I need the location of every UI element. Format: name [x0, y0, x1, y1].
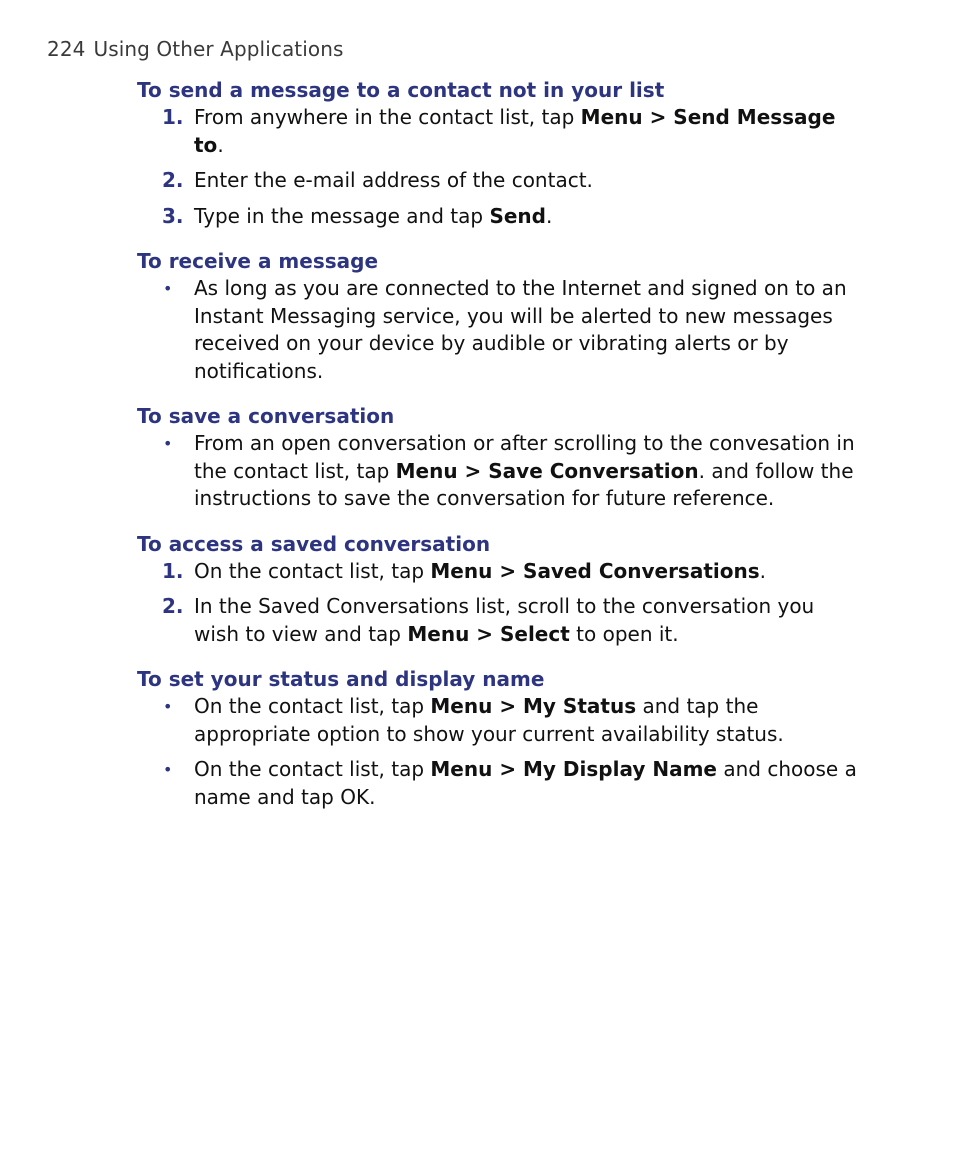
- item-command: Menu > Save Conversation: [395, 458, 699, 483]
- step-number: 1.: [162, 105, 184, 129]
- list-item: [137, 693, 857, 748]
- bullet-list: [137, 693, 857, 811]
- item-text: .: [545, 203, 553, 228]
- list-item: [137, 104, 857, 159]
- item-text: From an open conversation or after scrolling to the convesation in the contact list, tap: [194, 431, 855, 483]
- item-text: . and follow the instructions to save the conversation for future reference.: [194, 458, 854, 510]
- bullet-icon: •: [163, 279, 173, 298]
- item-text: As long as you are connected to the Internet and signed on to an Instant Messaging service, you will be alerted to new messages received on your device by audible or vibrating alerts or by notifications.: [194, 276, 847, 383]
- section-send-message: [137, 76, 857, 230]
- steps-list: [137, 104, 857, 230]
- bullet-list: [137, 275, 857, 385]
- list-item: [137, 756, 857, 811]
- section-title: To save a conversation: [137, 404, 395, 428]
- item-command: Menu > Send Message to: [194, 105, 836, 157]
- item-text: .: [217, 132, 224, 157]
- item-text: From anywhere in the contact list, tap: [194, 105, 581, 129]
- item-command: Send: [489, 203, 546, 228]
- list-item: [137, 167, 857, 195]
- list-item: [137, 430, 857, 513]
- item-text: On the contact list, tap: [194, 694, 431, 718]
- chapter-title: Using Other Applications: [93, 37, 344, 61]
- page-content: [137, 76, 857, 828]
- section-access-saved-conversation: [137, 530, 857, 649]
- list-item: [137, 275, 857, 385]
- bullet-icon: •: [163, 434, 173, 453]
- section-status-display-name: [137, 665, 857, 811]
- item-command: Menu > My Status: [430, 694, 637, 718]
- step-number: 2.: [162, 594, 184, 618]
- item-text: Enter the e-mail address of the contact.: [194, 168, 593, 192]
- item-text: Type in the message and tap: [194, 203, 490, 228]
- bullet-icon: •: [163, 697, 173, 716]
- list-item: [137, 558, 857, 586]
- section-title: To send a message to a contact not in your list: [137, 78, 665, 102]
- page-header: [47, 37, 344, 61]
- item-text: to open it.: [569, 621, 679, 646]
- list-item: [137, 593, 857, 648]
- list-item: [137, 203, 857, 231]
- item-command: Menu > Saved Conversations: [430, 558, 760, 583]
- section-save-conversation: [137, 402, 857, 513]
- section-title: To access a saved conversation: [137, 531, 491, 556]
- item-text: .: [759, 558, 766, 583]
- section-title: To receive a message: [137, 249, 379, 273]
- item-command: Menu > Select: [407, 621, 570, 646]
- item-text: and tap the appropriate option to show your current availability status.: [194, 694, 784, 746]
- section-title: To set your status and display name: [137, 667, 545, 691]
- step-number: 2.: [162, 168, 184, 192]
- page-number: 224: [47, 37, 86, 61]
- item-text: and choose a name and tap OK.: [194, 757, 857, 809]
- step-number: 1.: [162, 558, 184, 583]
- item-text: On the contact list, tap: [194, 558, 431, 583]
- section-receive-message: [137, 247, 857, 385]
- steps-list: [137, 558, 857, 649]
- bullet-icon: •: [163, 760, 173, 779]
- item-text: On the contact list, tap: [194, 757, 431, 781]
- item-text: In the Saved Conversations list, scroll to the conversation you wish to view and tap: [194, 594, 815, 646]
- step-number: 3.: [162, 203, 184, 228]
- bullet-list: [137, 430, 857, 513]
- item-command: Menu > My Display Name: [430, 757, 717, 781]
